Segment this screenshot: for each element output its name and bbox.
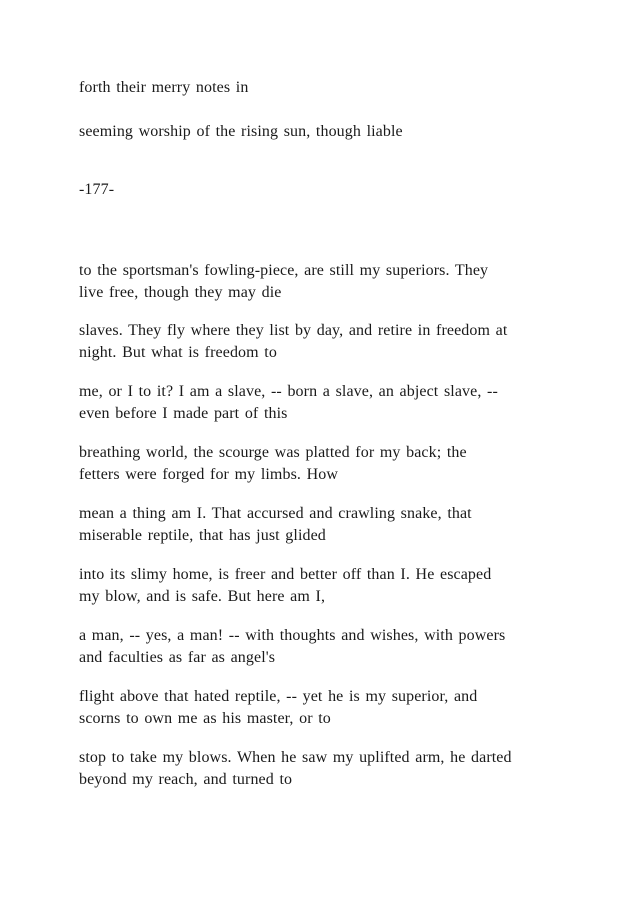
text-line: a man, -- yes, a man! -- with thoughts and wishes, with powers [79,627,506,644]
text-line: me, or I to it? I am a slave, -- born a slave, an abject slave, -- [79,383,498,400]
text-line: into its slimy home, is freer and better off than I. He escaped [79,566,492,583]
text-line: even before I made part of this [79,405,288,422]
text-line: stop to take my blows. When he saw my uplifted arm, he darted [79,749,512,766]
text-line: night. But what is freedom to [79,344,277,361]
text-line: forth their merry notes in [79,79,249,96]
text-line: live free, though they may die [79,284,282,301]
text-line: breathing world, the scourge was platted for my back; the [79,444,467,461]
text-line: scorns to own me as his master, or to [79,710,331,727]
text-line: fetters were forged for my limbs. How [79,466,339,483]
text-line: and faculties as far as angel's [79,649,276,666]
text-line: mean a thing am I. That accursed and crawling snake, that [79,505,472,522]
text-line: seeming worship of the rising sun, though liable [79,123,403,140]
text-line: my blow, and is safe. But here am I, [79,588,326,605]
text-line: flight above that hated reptile, -- yet he is my superior, and [79,688,478,705]
text-line: miserable reptile, that has just glided [79,527,326,544]
text-line: beyond my reach, and turned to [79,771,293,788]
page-number: -177- [79,181,115,198]
text-line: to the sportsman's fowling-piece, are still my superiors. They [79,262,489,279]
text-line: slaves. They fly where they list by day, and retire in freedom at [79,322,508,339]
